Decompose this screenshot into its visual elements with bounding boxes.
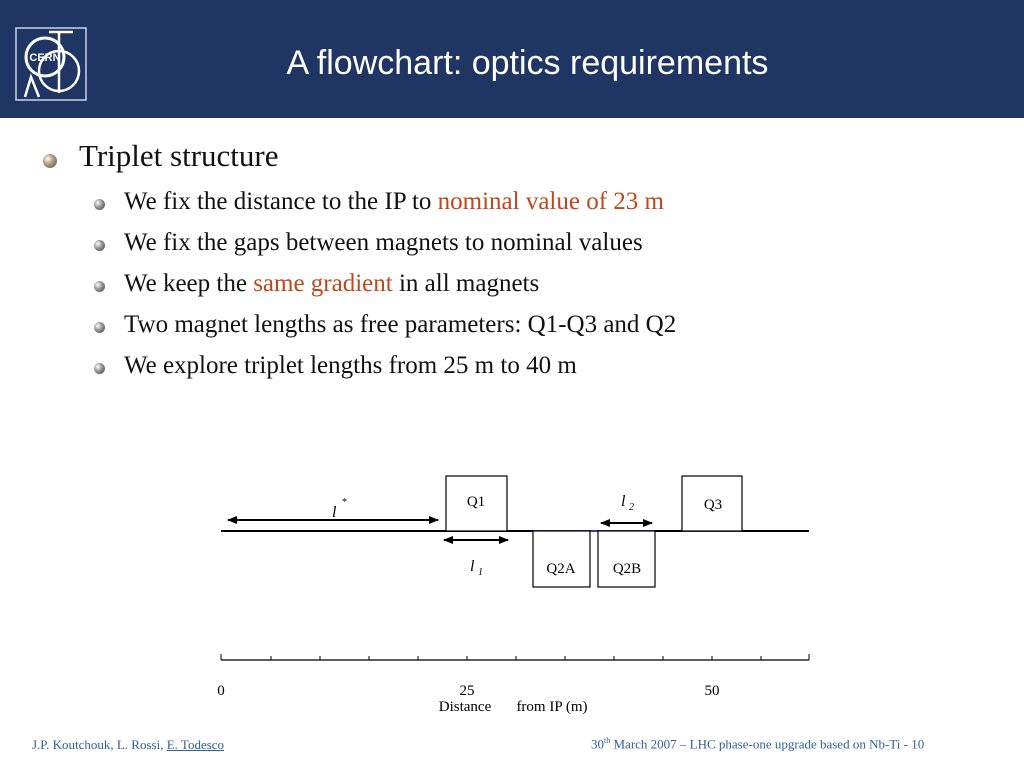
magnet-q2a-label: Q2A xyxy=(546,561,576,577)
sub-bullet-5: We explore triplet lengths from 25 m to 40 m xyxy=(124,352,577,379)
axis-tick-label: 25 xyxy=(459,683,475,699)
magnet-q1-label: Q1 xyxy=(466,494,486,510)
l2-label: l xyxy=(621,493,626,510)
magnet-q2b-label: Q2B xyxy=(612,561,642,577)
sub-bullet-1: We fix the distance to the IP to nominal value of 23 m xyxy=(124,188,664,215)
magnet-q3 xyxy=(682,476,742,531)
sub-bullet-4: Two magnet lengths as free parameters: Q1-Q3 and Q2 xyxy=(124,311,677,338)
magnet-q2b xyxy=(598,531,655,587)
axis-label-a: Distance xyxy=(438,699,492,715)
magnet-q1 xyxy=(446,476,507,531)
sub-bullet-3: We keep the same gradient in all magnets xyxy=(124,270,540,297)
highlight-text: same gradient xyxy=(253,270,393,297)
bullet-main: Triplet structure xyxy=(79,138,279,173)
l2-sub: 2 xyxy=(629,502,634,513)
highlight-text: nominal value of 23 m xyxy=(437,188,664,215)
slide-title: A flowchart: optics requirements xyxy=(286,44,769,82)
author-link[interactable]: E. Todesco xyxy=(166,737,225,752)
lstar-sup: * xyxy=(342,497,347,508)
lstar-label: l xyxy=(332,504,337,521)
cern-logo-text: CERN xyxy=(29,52,61,64)
axis-tick-label: 0 xyxy=(217,683,225,699)
footer-date: 30th March 2007 – LHC phase-one upgrade based on Nb-Ti - 10 xyxy=(591,736,925,752)
distance-axis xyxy=(217,654,809,715)
axis-label-b: from IP (m) xyxy=(516,699,588,715)
magnet-q2a xyxy=(533,531,590,587)
sub-bullet-2: We fix the gaps between magnets to nominal values xyxy=(124,229,643,256)
l1-label: l xyxy=(470,558,475,575)
axis-tick-label: 50 xyxy=(704,683,720,699)
l1-sub: 1 xyxy=(478,567,483,578)
magnet-q3-label: Q3 xyxy=(703,497,723,513)
footer-authors: J.P. Koutchouk, L. Rossi, E. Todesco xyxy=(32,737,225,752)
